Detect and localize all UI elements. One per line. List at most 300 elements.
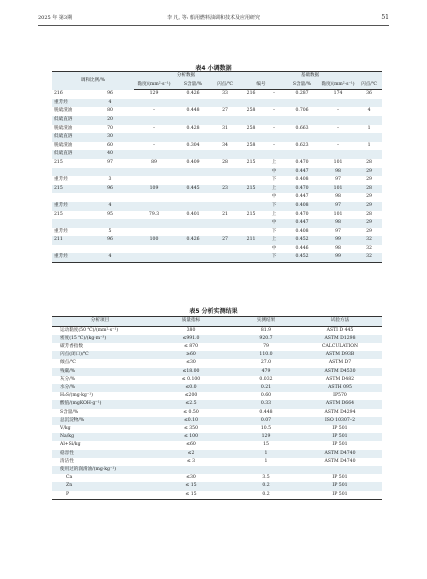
- table-row: [52, 474, 382, 482]
- table-row: [52, 343, 382, 351]
- table-row: [52, 150, 382, 159]
- table-cell: 20: [86, 116, 134, 125]
- table-row: [52, 159, 382, 168]
- table-cell: [320, 150, 356, 159]
- table-cell: [238, 202, 264, 211]
- table-cell: 4: [86, 99, 134, 108]
- table5-caption: 表5 分析实测结果: [189, 308, 238, 315]
- table-cell: 脱硫渣油: [54, 125, 73, 131]
- table-cell: 残碳/%: [52, 368, 148, 376]
- table-cell: 清洁性: [60, 458, 74, 464]
- table-cell: [52, 193, 86, 202]
- table-cell: ≤ 870: [183, 344, 199, 349]
- table-cell: 重芳烃: [52, 202, 86, 211]
- table-cell: 0.032: [259, 376, 273, 382]
- table-cell: 0.408: [295, 177, 309, 183]
- table-cell: ISO 10307–2: [298, 417, 382, 425]
- table-cell: S含量/%: [60, 409, 79, 415]
- table-cell: [212, 150, 238, 159]
- table-cell: IP 501: [298, 433, 382, 441]
- table-cell: 32: [366, 245, 372, 251]
- table-row: [52, 116, 382, 125]
- table-row: [52, 107, 382, 116]
- table-cell: [356, 133, 382, 142]
- header-rule: [38, 25, 389, 26]
- table-cell: 0.21: [234, 384, 298, 392]
- table-row: [52, 441, 382, 449]
- table-cell: 215: [52, 185, 86, 194]
- table-cell: [238, 116, 264, 125]
- table-cell: 101: [333, 159, 343, 165]
- table-cell: 81.9: [260, 327, 272, 333]
- table-cell: 中: [271, 194, 277, 200]
- table-cell: IP 501: [332, 426, 348, 432]
- table-cell: 0.33: [234, 400, 298, 408]
- table-cell: 99: [320, 253, 356, 262]
- table-cell: [284, 116, 320, 125]
- table-row: [52, 219, 382, 228]
- table-row: [52, 491, 382, 500]
- table-cell: [320, 116, 356, 125]
- table-row: [52, 351, 382, 359]
- table-cell: [212, 116, 238, 125]
- table-cell: [238, 228, 264, 237]
- table-cell: 30: [86, 133, 134, 142]
- table-cell: ≤ 100: [148, 433, 234, 441]
- table-cell: –: [152, 108, 156, 114]
- table-cell: [134, 202, 174, 211]
- table-cell: [238, 99, 264, 108]
- table-cell: 258: [246, 125, 256, 131]
- table-cell: ASTM D4740: [298, 450, 382, 458]
- table-cell: 79.3: [148, 211, 160, 217]
- table-cell: [134, 133, 174, 142]
- col-no: 编号: [238, 81, 284, 90]
- table-cell: 3: [108, 177, 112, 183]
- table-cell: 倾点/℃: [60, 360, 76, 366]
- table-cell: 4: [86, 253, 134, 262]
- table-row: [52, 168, 382, 177]
- table-cell: 0.2: [234, 491, 298, 500]
- table-cell: [212, 176, 238, 185]
- table-cell: 215: [246, 159, 256, 165]
- table-cell: P: [52, 491, 148, 500]
- table-cell: 29: [366, 177, 372, 183]
- table-cell: [174, 202, 212, 211]
- table-cell: [174, 150, 212, 159]
- table-cell: [356, 150, 382, 159]
- table-cell: [238, 219, 264, 228]
- table-cell: 174: [333, 91, 343, 97]
- table-row: [52, 211, 382, 220]
- table-cell: –: [336, 142, 340, 148]
- table-cell: 99: [320, 236, 356, 245]
- table-cell: ≤0.10: [148, 417, 234, 425]
- table-row: [52, 133, 382, 142]
- table-cell: 上: [264, 236, 284, 245]
- table-cell: [234, 466, 298, 474]
- table-row: [52, 245, 382, 254]
- table-cell: 脱硫渣油: [54, 108, 73, 114]
- table-cell: 1: [234, 450, 298, 458]
- table-cell: –: [336, 108, 340, 114]
- table-cell: [264, 150, 284, 159]
- table-row: [52, 142, 382, 151]
- table-row: [52, 125, 382, 134]
- table-cell: 0.426: [174, 236, 212, 245]
- table-cell: Ca: [66, 475, 73, 481]
- table-cell: 29: [356, 168, 382, 177]
- table-cell: 211: [238, 236, 264, 245]
- table-cell: 0.428: [186, 125, 200, 131]
- col-visc: 黏度/(mm²·s⁻¹): [134, 81, 174, 90]
- table-cell: 95: [107, 211, 113, 217]
- table-row: [52, 400, 382, 408]
- col-s: S含量/%: [174, 81, 212, 90]
- journal-issue: 2025 年 第3期: [38, 15, 73, 21]
- table-cell: 215: [54, 159, 63, 165]
- table-cell: 380: [186, 327, 196, 333]
- table-cell: [174, 228, 212, 237]
- table-cell: [148, 466, 234, 474]
- table-row: [52, 450, 382, 458]
- table-cell: 21: [222, 211, 228, 217]
- table-cell: 重芳烃: [52, 253, 86, 262]
- table-cell: Zn: [52, 482, 148, 490]
- table-cell: ≤200: [184, 393, 198, 399]
- table-cell: [320, 133, 356, 142]
- table-cell: ≤2.5: [148, 400, 234, 408]
- table-cell: [238, 253, 264, 262]
- table4-caption: 表4 小调数据: [195, 65, 232, 72]
- table-cell: ≤18.00: [148, 368, 234, 376]
- table-cell: [212, 245, 238, 254]
- table-cell: 0.452: [284, 236, 320, 245]
- table-cell: ≤ 0.100: [181, 376, 201, 382]
- table-cell: [238, 168, 264, 177]
- table-cell: 灰分/%: [60, 376, 76, 382]
- table4-body: [52, 90, 382, 263]
- table-cell: [86, 193, 134, 202]
- table-cell: 29: [366, 194, 372, 200]
- table-cell: 3.5: [262, 475, 270, 481]
- table-cell: [174, 219, 212, 228]
- table-cell: [212, 99, 238, 108]
- table-cell: 79: [263, 344, 269, 349]
- table-cell: [134, 176, 174, 185]
- table-cell: [174, 245, 212, 254]
- col-result: 实测结果: [234, 317, 298, 327]
- page-number: 51: [381, 14, 389, 21]
- table-cell: [238, 133, 264, 142]
- col-visc2: 黏度/(mm²·s⁻¹): [320, 81, 356, 90]
- table-cell: [238, 150, 264, 159]
- col-item: 分析项目: [52, 317, 148, 327]
- table-cell: 1: [367, 125, 371, 131]
- table-cell: 40: [86, 150, 134, 159]
- table-cell: [174, 193, 212, 202]
- table-cell: 10.5: [260, 426, 272, 432]
- table-row: [52, 176, 382, 185]
- table-cell: ASTM D93B: [298, 351, 382, 359]
- table-cell: IP 501: [332, 442, 348, 448]
- table-cell: IP 501: [298, 482, 382, 490]
- table-cell: [86, 245, 134, 254]
- table-cell: [212, 228, 238, 237]
- table-cell: [174, 99, 212, 108]
- table-cell: 70: [107, 125, 113, 131]
- table-cell: 闪点(闭口)/℃: [52, 351, 148, 359]
- table-cell: 脱硫渣油: [54, 142, 73, 148]
- table-cell: 23: [212, 185, 238, 194]
- table-cell: 0.706: [295, 108, 309, 114]
- table-cell: ASTM D7: [328, 360, 352, 366]
- table-cell: –: [272, 125, 276, 131]
- table-cell: [134, 219, 174, 228]
- table-row: [52, 326, 382, 335]
- table-cell: 29: [356, 219, 382, 228]
- table-cell: 98: [320, 168, 356, 177]
- table-cell: [264, 133, 284, 142]
- table-cell: 稳容性: [52, 450, 148, 458]
- table-cell: 0.408: [295, 228, 309, 234]
- table-cell: CALCULATION: [321, 344, 359, 349]
- table-cell: ASTM D664: [298, 400, 382, 408]
- col-s2: S含量/%: [284, 81, 320, 90]
- table-cell: 0.401: [186, 211, 200, 217]
- table-row: [52, 253, 382, 262]
- table-cell: 0.2: [234, 482, 298, 490]
- table-row: [52, 466, 382, 474]
- table-cell: 0.623: [295, 142, 309, 148]
- table-cell: ≤ 0.50: [183, 409, 199, 415]
- table-cell: [174, 116, 212, 125]
- table5-body: [52, 326, 382, 499]
- table-cell: ≤ 3: [186, 458, 196, 464]
- table-cell: 5: [108, 228, 112, 234]
- table-row: [52, 417, 382, 425]
- table-cell: Al+Si/kg: [60, 442, 81, 448]
- table-cell: 0.447: [284, 219, 320, 228]
- table-row: [52, 99, 382, 108]
- table-cell: 101: [320, 185, 356, 194]
- table-row: [52, 368, 382, 376]
- table-cell: 重芳烃: [52, 99, 86, 108]
- table-cell: 15: [263, 442, 269, 448]
- table-row: [52, 376, 382, 384]
- table-cell: [212, 219, 238, 228]
- table-cell: 36: [366, 91, 372, 97]
- table-cell: 低硫直溶: [52, 133, 86, 142]
- table-cell: ≤ 15: [148, 491, 234, 500]
- col-ratio: 调和比例/%: [52, 72, 134, 90]
- table-cell: [134, 116, 174, 125]
- table-cell: 下: [264, 253, 284, 262]
- table-cell: ASTM D4740: [324, 458, 356, 464]
- table-cell: [52, 219, 86, 228]
- table-cell: [284, 133, 320, 142]
- table-cell: IP 501: [332, 475, 348, 481]
- table-cell: 0.445: [174, 185, 212, 194]
- table-cell: 上: [264, 185, 284, 194]
- table-cell: 4: [367, 108, 371, 114]
- table-cell: 27: [222, 108, 228, 114]
- table-cell: [134, 193, 174, 202]
- table-cell: ASTM D4530: [298, 368, 382, 376]
- table-cell: 98: [320, 219, 356, 228]
- table-cell: 0.408: [284, 202, 320, 211]
- table4: [52, 71, 382, 263]
- table-cell: 31: [222, 125, 228, 131]
- table-cell: ≤2: [148, 450, 234, 458]
- table-cell: 110.0: [234, 351, 298, 359]
- table-cell: [212, 168, 238, 177]
- table-row: [52, 335, 382, 343]
- table-cell: 0.448: [186, 108, 200, 114]
- col-group-base: 基础数据: [238, 72, 382, 81]
- table-cell: 0.470: [295, 159, 309, 165]
- table-cell: 129: [149, 91, 159, 97]
- table-cell: 101: [333, 211, 343, 217]
- table-cell: 0.470: [284, 185, 320, 194]
- table-cell: IP570: [333, 393, 347, 399]
- table-cell: [212, 193, 238, 202]
- table-cell: [134, 245, 174, 254]
- table-cell: 0.409: [186, 159, 200, 165]
- table-cell: [174, 133, 212, 142]
- table-cell: [238, 245, 264, 254]
- table-row: [52, 90, 382, 99]
- table-row: [52, 193, 382, 202]
- table-cell: V/kg: [60, 426, 71, 432]
- table-cell: 酸值/(mgKOH·g⁻¹): [52, 400, 148, 408]
- table-cell: 97: [107, 159, 113, 165]
- table-cell: 0.452: [284, 253, 320, 262]
- table-cell: 211: [52, 236, 86, 245]
- table-cell: 0.446: [295, 245, 309, 251]
- table-cell: [86, 219, 134, 228]
- table-cell: 32: [356, 236, 382, 245]
- table-cell: [134, 253, 174, 262]
- table-cell: 96: [107, 90, 113, 96]
- table-cell: 100: [134, 236, 174, 245]
- table-cell: ASTH 095: [298, 384, 382, 392]
- table-cell: 0.426: [186, 91, 200, 97]
- table-cell: 0.447: [295, 194, 309, 200]
- table-cell: [298, 466, 382, 474]
- table-cell: ≤30: [186, 475, 196, 481]
- table-cell: [52, 245, 86, 254]
- table-cell: 0.663: [295, 125, 309, 131]
- table-cell: 215: [238, 185, 264, 194]
- table-cell: 下: [264, 202, 284, 211]
- table-cell: ≤ 350: [183, 426, 199, 432]
- table-cell: 使用过的润滑油/(mg·kg⁻¹): [52, 466, 148, 474]
- table-cell: 下: [271, 177, 277, 183]
- table-cell: –: [336, 125, 340, 131]
- table-cell: [134, 150, 174, 159]
- table-cell: 479: [234, 368, 298, 376]
- col-method: 试验方法: [298, 317, 382, 327]
- table-cell: 97: [335, 177, 341, 183]
- table-cell: 28: [356, 185, 382, 194]
- col-group-analysis: 分析数据: [134, 72, 238, 81]
- table-cell: 上: [271, 159, 277, 165]
- table-cell: 28: [222, 159, 228, 165]
- table-cell: 重芳烃: [54, 177, 68, 183]
- table-cell: [174, 168, 212, 177]
- table-cell: [174, 253, 212, 262]
- table-cell: [264, 116, 284, 125]
- table-cell: 低硫直溶: [52, 116, 86, 125]
- table-cell: 97: [320, 202, 356, 211]
- table-cell: 28: [366, 211, 372, 217]
- table-cell: [238, 193, 264, 202]
- table-cell: 80: [107, 108, 113, 114]
- table-cell: –: [272, 142, 276, 148]
- table-row: [52, 392, 382, 400]
- table-row: [52, 228, 382, 237]
- table-cell: –: [272, 91, 276, 97]
- table-cell: 0.448: [259, 409, 273, 415]
- table-cell: ≤991.0: [148, 335, 234, 343]
- table-cell: H₂S/(mg·kg⁻¹): [60, 393, 93, 399]
- table-cell: ≤0.0: [148, 384, 234, 392]
- table-row: [52, 202, 382, 211]
- table-cell: [212, 202, 238, 211]
- table-cell: 低硫直溶: [52, 150, 86, 159]
- table-cell: ASTI D 445: [326, 327, 354, 333]
- table-cell: 1: [367, 142, 371, 148]
- table-cell: –: [272, 108, 276, 114]
- table-cell: Na/kg: [52, 433, 148, 441]
- table-row: [52, 433, 382, 441]
- table-cell: [212, 133, 238, 142]
- table-row: [52, 458, 382, 466]
- table-cell: 水分/%: [52, 384, 148, 392]
- table-cell: –: [152, 142, 156, 148]
- table-cell: 碳芳香指数: [60, 344, 83, 349]
- table-cell: [238, 176, 264, 185]
- table5: [52, 316, 382, 500]
- table-cell: 27: [212, 236, 238, 245]
- table-row: [52, 425, 382, 433]
- running-header: [38, 14, 389, 24]
- table-cell: [284, 99, 320, 108]
- table-cell: 中: [264, 168, 284, 177]
- table-cell: 重芳烃: [54, 228, 68, 234]
- table-cell: 258: [246, 108, 256, 114]
- table-cell: 96: [86, 185, 134, 194]
- table-cell: [134, 228, 174, 237]
- table-cell: 60: [107, 142, 113, 148]
- table-cell: 33: [222, 91, 228, 97]
- table-row: [52, 409, 382, 417]
- table-cell: 98: [335, 194, 341, 200]
- table-cell: 下: [271, 228, 277, 234]
- table-cell: ≤30: [186, 360, 196, 366]
- col-flash2: 闪点/℃: [356, 81, 382, 90]
- table-cell: [86, 168, 134, 177]
- table-cell: 4: [86, 202, 134, 211]
- table-cell: 29: [366, 228, 372, 234]
- table-cell: 32: [356, 253, 382, 262]
- col-spec: 质量指标: [148, 317, 234, 327]
- table-cell: 0.304: [186, 142, 200, 148]
- table-cell: 920.7: [234, 335, 298, 343]
- table-cell: ≥60: [148, 351, 234, 359]
- table-row: [52, 359, 382, 367]
